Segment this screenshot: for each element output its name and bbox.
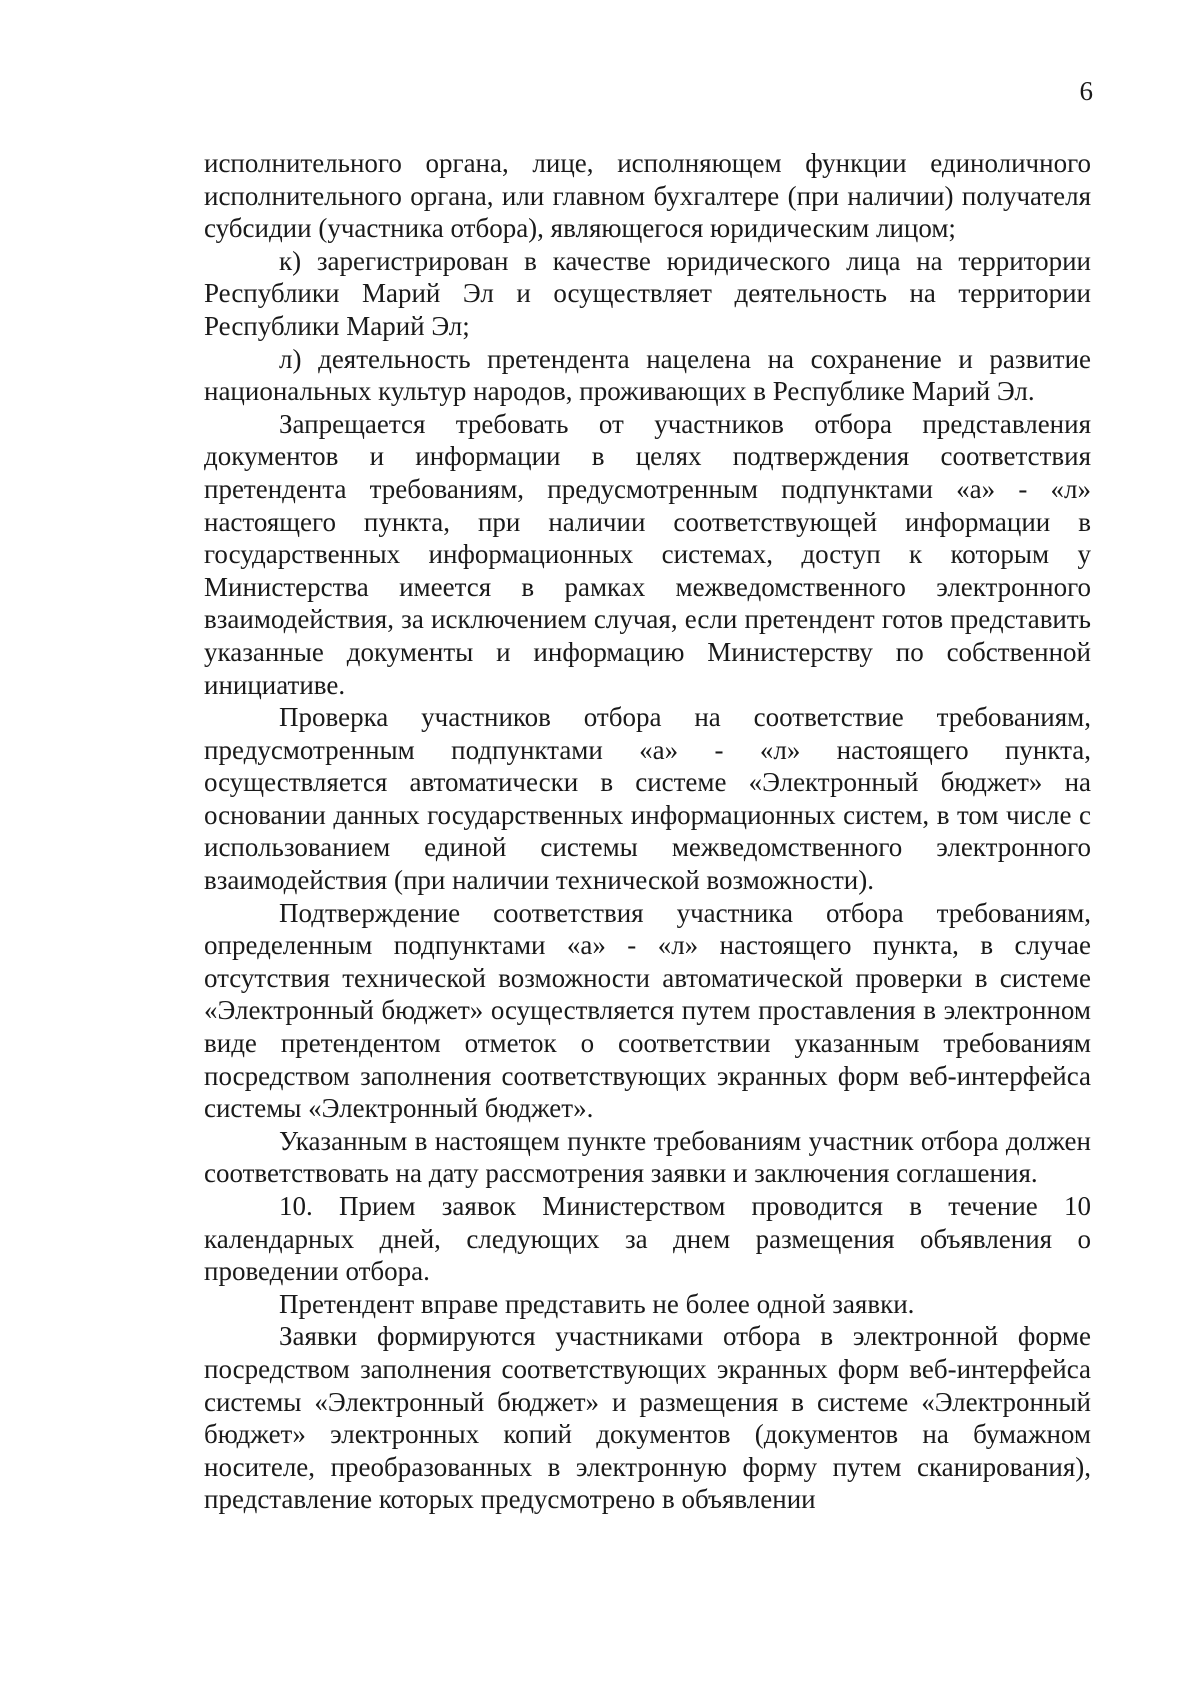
document-body bbox=[204, 147, 1091, 1516]
paragraph-prohibition: Запрещается требовать от участников отбора представления документов и информации в целях подтверждения соответствия претендента требованиям, предусмотренным подпунктами «а» - «л» настоящего пункта, при наличии соответствующей информации в государственных информационных системах, доступ к которым у Министерства имеется в рамках межведомственного электронного взаимодействия, за исключением случая, если претендент готов представить указанные документы и информацию Министерству по собственной инициативе. bbox=[204, 408, 1091, 700]
paragraph-item-l: л) деятельность претендента нацелена на сохранение и развитие национальных культур народов, проживающих в Республике Марий Эл. bbox=[204, 343, 1091, 407]
paragraph-item-k: к) зарегистрирован в качестве юридического лица на территории Республики Марий Эл и осуществляет деятельность на территории Республики Марий Эл; bbox=[204, 245, 1091, 341]
paragraph-confirmation: Подтверждение соответствия участника отбора требованиям, определенным подпунктами «а» - «л» настоящего пункта, в случае отсутствия технической возможности автоматической проверки в системе «Электронный бюджет» осуществляется путем проставления в электронном виде претендентом отметок о соответствии указанным требованиям посредством заполнения соответствующих экранных форм веб-интерфейса системы «Электронный бюджет». bbox=[204, 897, 1091, 1124]
paragraph-compliance-date: Указанным в настоящем пункте требованиям участник отбора должен соответствовать на дату рассмотрения заявки и заключения соглашения. bbox=[204, 1125, 1091, 1189]
paragraph-continuation: исполнительного органа, лице, исполняющем функции единоличного исполнительного органа, или главном бухгалтере (при наличии) получателя субсидии (участника отбора), являющегося юридическим лицом; bbox=[204, 148, 1091, 244]
paragraph-section-10: 10. Прием заявок Министерством проводится в течение 10 календарных дней, следующих за днем размещения объявления о проведении отбора. bbox=[204, 1191, 1091, 1287]
paragraph-one-application: Претендент вправе представить не более одной заявки. bbox=[279, 1288, 915, 1319]
page-number: 6 bbox=[1079, 76, 1093, 106]
paragraph-verification: Проверка участников отбора на соответствие требованиям, предусмотренным подпунктами «а» - «л» настоящего пункта, осуществляется автоматически в системе «Электронный бюджет» на основании данных государственных информационных систем, в том числе с использованием единой системы межведомственного электронного взаимодействия (при наличии технической возможности). bbox=[204, 702, 1091, 896]
paragraph-applications-formed: Заявки формируются участниками отбора в электронной форме посредством заполнения соответствующих экранных форм веб-интерфейса системы «Электронный бюджет» и размещения в системе «Электронный бюджет» электронных копий документов (документов на бумажном носителе, преобразованных в электронную форму путем сканирования), представление которых предусмотрено в объявлении bbox=[204, 1321, 1091, 1515]
